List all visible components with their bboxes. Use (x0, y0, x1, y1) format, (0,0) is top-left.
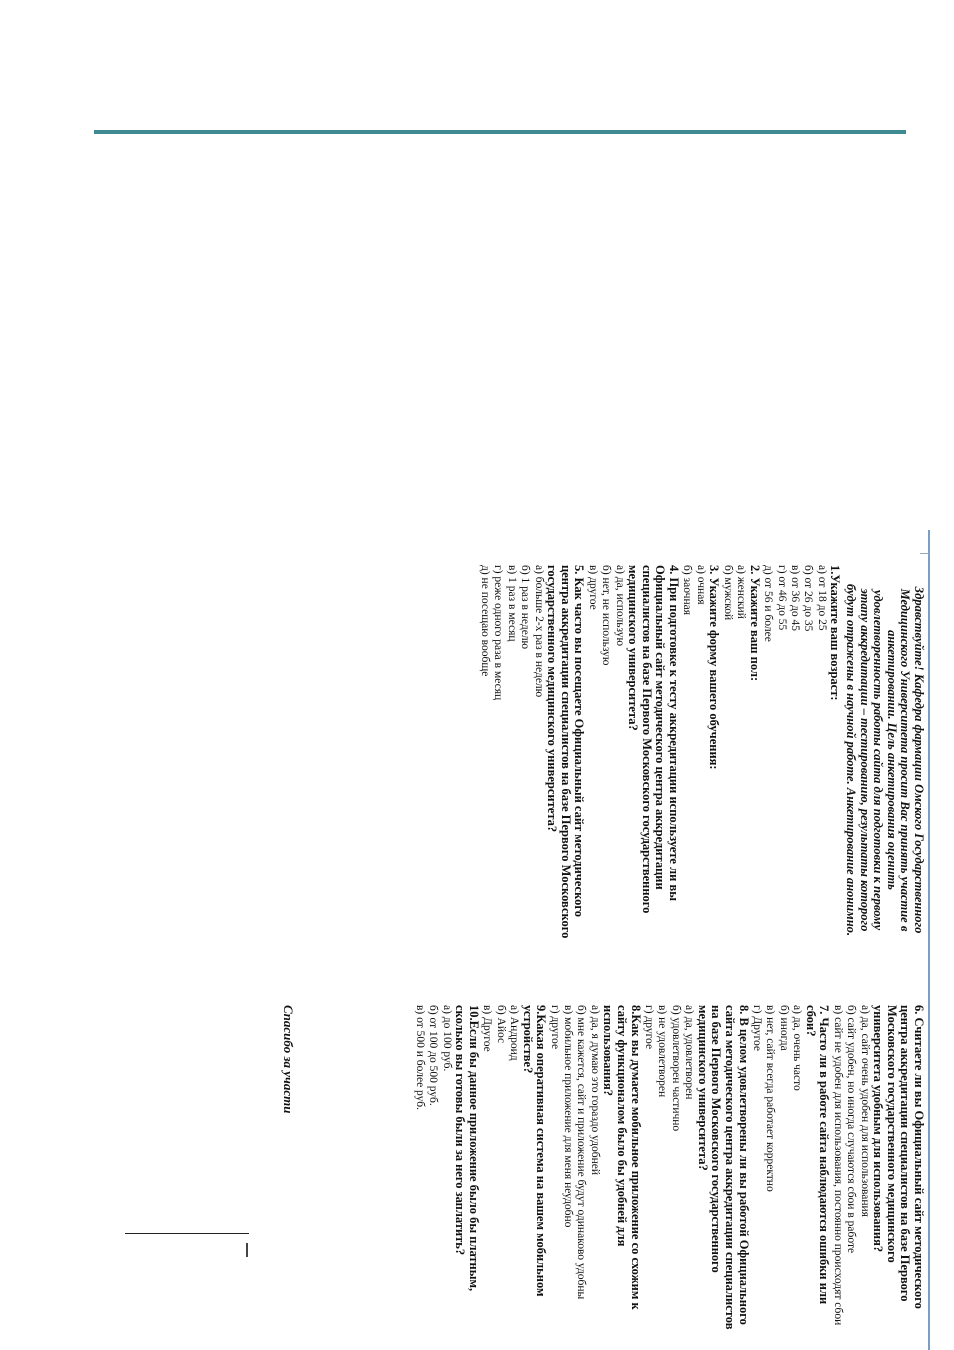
answer-option: а) Андроид (508, 1005, 520, 1061)
answer-option: в) нет, сайт всегда работает корректно (764, 1005, 777, 1192)
answer-option: г) Другое (751, 1005, 763, 1052)
answer-option: б) заочная (681, 565, 694, 615)
answer-option: б) Айос (494, 1005, 507, 1044)
question: 5. Как часто вы посещаете Официальный сайт методического центра аккредитации специалистов на базе Первого Московского государственного медицинского университета? (545, 565, 587, 939)
answer-option: б) 1 раз в неделю (519, 565, 532, 650)
question: 1.Укажите ваш возраст: (828, 565, 843, 701)
answer-option: в) другое (586, 565, 599, 610)
answer-option: а) женский (735, 565, 748, 619)
answer-option: б) сайт удобен, но иногда случаются сбои в работе (845, 1005, 858, 1254)
answer-option: б) мужской (721, 565, 734, 621)
answer-option: б) мне кажется, сайт и приложение будут одинаково удобны (575, 1005, 588, 1300)
answer-option: а) да, сайт очень удобен для использования (858, 1005, 871, 1217)
answer-option: б) удовлетворен частично (669, 1005, 682, 1132)
question: 7. Часто ли в работе сайта наблюдаются ошибки или сбои? (803, 1005, 832, 1305)
answer-option: в) 1 раз в месяц (505, 565, 518, 642)
answer-option: а) да, удовлетворен (683, 1005, 696, 1100)
answer-option: г) другое (548, 1005, 561, 1050)
question: 8. В целом удовлетворены ли вы работой Официального сайта методического центра аккредитации специалистов на базе Первого Московского государственного медицинского университета? (695, 1005, 751, 1330)
answer-option: в) от 500 и более руб. (413, 1005, 426, 1110)
answer-option: в) мобильное приложение для меня неудобно (562, 1005, 574, 1228)
answer-option: а) до 100 руб. (440, 1005, 453, 1072)
question: 6. Считаете ли вы Официальный сайт методического центра аккредитации специалистов на базе Первого Московского государственного медицинского университета удобным для использования? (871, 1005, 926, 1309)
question: 4. При подготовке к тесту аккредитации используете ли вы Официальный сайт методического центра аккредитации специалистов на базе Первого Московского государственного медицинского университета? (626, 565, 681, 914)
answer-option: а) от 18 до 25 (815, 565, 828, 631)
question: 8.Как вы думаете мобильное приложение со схожим к сайту функционалом было бы удобней для использования? (601, 1005, 643, 1310)
answer-option: г) от 46 до 55 (775, 565, 788, 631)
answer-option: в) не удовлетворен (656, 1005, 669, 1098)
answer-option: б) иногда (777, 1005, 790, 1051)
answer-option: а) больше 2-х раз в неделю (532, 565, 545, 698)
answer-option: б) от 26 до 35 (802, 565, 815, 632)
answer-option: а) да, использую (613, 565, 626, 647)
questionnaire-column-1 (478, 565, 925, 955)
thanks-text: Спасибо за участи (281, 1005, 296, 1114)
intro-text: Здравствуйте! Кафедра фармации Омского Государственного Медицинского Университета просит Вас принять участие в анкетировании. Цель анкетирования оценить удовлетворенность работы сайта для подготовки к первому этапу аккредитации – тестированию, результаты которого будут отражены в научной работе. Анкетирование анонимно. (844, 583, 926, 937)
answer-option: а) да, очень часто (791, 1005, 804, 1091)
answer-option: б) от 100 до 500 руб. (427, 1005, 440, 1106)
scan-edge-tick (920, 553, 929, 554)
question: 2. Укажите ваш пол: (747, 565, 762, 682)
question: 9.Какая оперативная система на вашем мобильном устройстве? (520, 1005, 549, 1297)
questionnaire-column-2 (412, 1005, 925, 1335)
answer-option: в) от 36 до 45 (789, 565, 802, 631)
header-rule (94, 130, 906, 134)
answer-option: в) сайт не удобен для использования, постоянно происходят сбои (831, 1005, 844, 1326)
question: 10.Если бы данное приложение было бы платным, сколько вы готовы были за него заплатить? (453, 1005, 481, 1292)
question: 3. Укажите форму вашего обучения: (707, 565, 722, 770)
answer-option: г) реже одного раза в месяц (492, 565, 505, 701)
scanned-questionnaire (275, 565, 925, 1335)
answer-option: д) от 56 и более (762, 565, 775, 642)
answer-option: а) да, я думаю это гораздо удобней (588, 1005, 601, 1176)
footnote-rule (125, 1233, 249, 1234)
answer-option: б) нет, не использую (600, 565, 613, 666)
footnote-mark (246, 1243, 248, 1257)
answer-option: д) не посещаю вообще (479, 565, 491, 677)
answer-option: а) очная (694, 565, 707, 605)
answer-option: г) другое (643, 1005, 655, 1050)
scan-edge (928, 530, 930, 1350)
answer-option: в) Другое (481, 1005, 494, 1052)
